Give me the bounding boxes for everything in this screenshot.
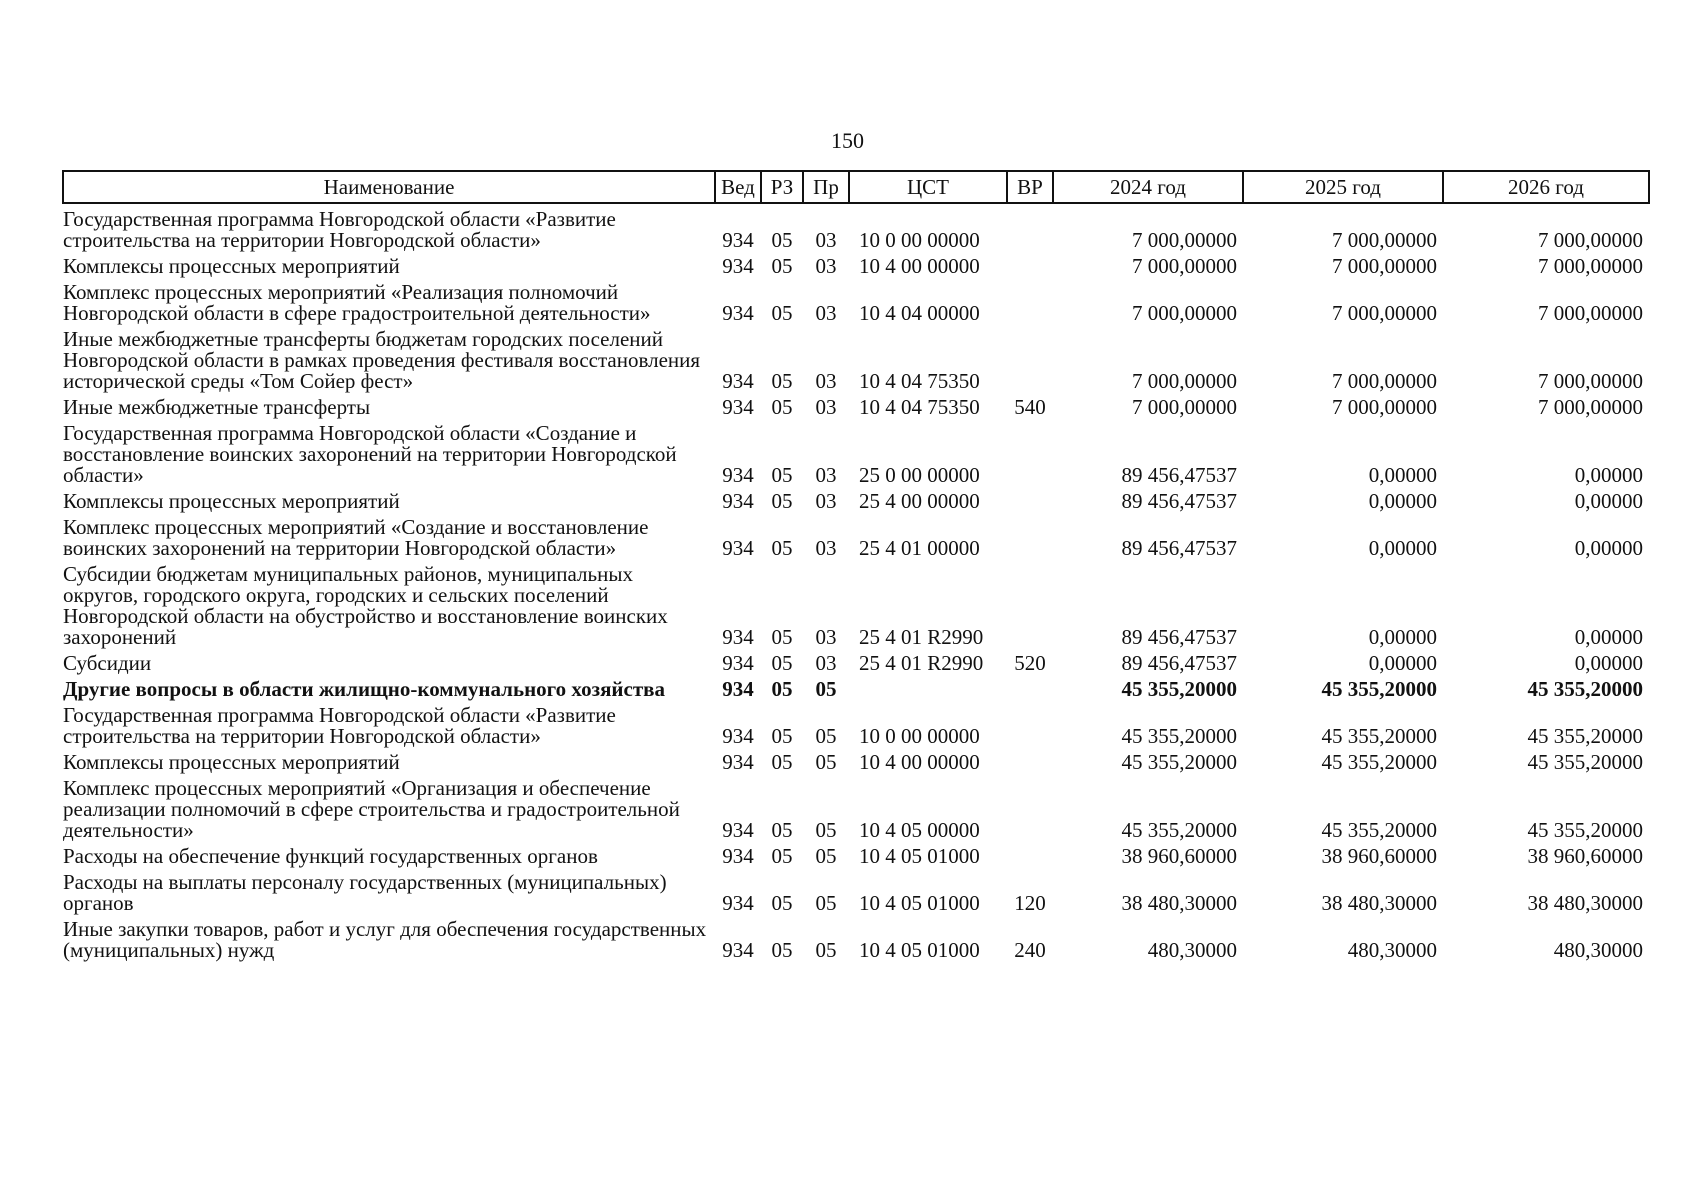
row-value-2024: 7 000,00000 — [1132, 228, 1237, 252]
row-rz: 05 — [771, 677, 793, 701]
column-header-cst: ЦСТ — [849, 171, 1007, 203]
row-rz: 05 — [771, 818, 793, 842]
row-cst: 10 0 00 00000 — [859, 228, 980, 252]
row-vr: 540 — [1014, 395, 1046, 419]
row-value-2025: 480,30000 — [1347, 938, 1437, 962]
row-value-2025: 7 000,00000 — [1332, 254, 1437, 278]
table-row — [63, 203, 1649, 251]
row-name: Комплексы процессных мероприятий — [63, 254, 400, 278]
row-pr: 05 — [815, 750, 837, 774]
row-value-2026: 0,00000 — [1574, 489, 1643, 513]
row-rz: 05 — [771, 228, 793, 252]
row-value-2026: 45 355,20000 — [1527, 677, 1643, 701]
row-value-2024: 7 000,00000 — [1132, 254, 1237, 278]
table-row — [63, 418, 1649, 486]
row-ved: 934 — [722, 724, 754, 748]
row-ved: 934 — [722, 750, 754, 774]
row-name: Расходы на выплаты персоналу государственных (муниципальных) органов — [63, 870, 667, 915]
table-row — [63, 559, 1649, 648]
row-cst: 10 4 04 75350 — [859, 395, 980, 419]
row-name: Комплекс процессных мероприятий «Реализация полномочий Новгородской области в сфере градостроительной деятельности» — [63, 280, 651, 325]
row-pr: 05 — [815, 844, 837, 868]
row-value-2026: 38 960,60000 — [1527, 844, 1643, 868]
table-row — [63, 674, 1649, 700]
table-row — [63, 277, 1649, 324]
row-rz: 05 — [771, 844, 793, 868]
row-ved: 934 — [722, 489, 754, 513]
row-rz: 05 — [771, 463, 793, 487]
row-value-2026: 7 000,00000 — [1538, 395, 1643, 419]
row-value-2026: 7 000,00000 — [1538, 254, 1643, 278]
row-value-2025: 0,00000 — [1368, 651, 1437, 675]
row-name: Комплекс процессных мероприятий «Организация и обеспечение реализации полномочий в сфере строительства и градостроительной деятельности» — [63, 776, 680, 842]
row-value-2026: 0,00000 — [1574, 536, 1643, 560]
row-vr: 520 — [1014, 651, 1046, 675]
row-value-2026: 7 000,00000 — [1538, 301, 1643, 325]
row-name: Иные межбюджетные трансферты — [63, 395, 371, 419]
row-cst: 25 4 00 00000 — [859, 489, 980, 513]
row-value-2024: 38 960,60000 — [1121, 844, 1237, 868]
row-value-2024: 45 355,20000 — [1121, 750, 1237, 774]
row-value-2025: 45 355,20000 — [1321, 750, 1437, 774]
row-pr: 03 — [815, 489, 837, 513]
table-row — [63, 700, 1649, 747]
row-value-2024: 38 480,30000 — [1121, 891, 1237, 915]
row-rz: 05 — [771, 489, 793, 513]
column-header-name: Наименование — [63, 171, 715, 203]
row-cst: 10 4 05 01000 — [859, 891, 980, 915]
row-rz: 05 — [771, 750, 793, 774]
row-value-2024: 45 355,20000 — [1121, 677, 1237, 701]
table-row — [63, 914, 1649, 961]
table-row — [63, 841, 1649, 867]
row-name: Расходы на обеспечение функций государственных органов — [63, 844, 598, 868]
row-value-2024: 89 456,47537 — [1121, 625, 1237, 649]
row-rz: 05 — [771, 536, 793, 560]
column-header-ved: Вед — [715, 171, 761, 203]
row-value-2025: 45 355,20000 — [1321, 724, 1437, 748]
row-cst: 10 4 00 00000 — [859, 750, 980, 774]
row-ved: 934 — [722, 677, 754, 701]
row-value-2026: 45 355,20000 — [1527, 818, 1643, 842]
row-cst: 25 4 01 R2990 — [859, 651, 984, 675]
row-vr — [1007, 277, 1053, 324]
row-ved: 934 — [722, 938, 754, 962]
table-row — [63, 486, 1649, 512]
row-pr: 03 — [815, 301, 837, 325]
row-value-2024: 89 456,47537 — [1121, 463, 1237, 487]
row-vr — [1007, 486, 1053, 512]
row-pr: 03 — [815, 536, 837, 560]
row-name: Субсидии бюджетам муниципальных районов, муниципальных округов, городского округа, городских и сельских поселений Новгородской области на обустройство и восстановление воинских захоронений — [63, 562, 668, 649]
row-cst — [849, 674, 1007, 700]
row-value-2026: 38 480,30000 — [1527, 891, 1643, 915]
row-pr: 03 — [815, 369, 837, 393]
row-vr — [1007, 747, 1053, 773]
row-value-2026: 0,00000 — [1574, 651, 1643, 675]
row-vr — [1007, 773, 1053, 841]
budget-table — [62, 170, 1650, 961]
table-row — [63, 648, 1649, 674]
row-value-2025: 7 000,00000 — [1332, 369, 1437, 393]
row-rz: 05 — [771, 369, 793, 393]
row-ved: 934 — [722, 369, 754, 393]
row-rz: 05 — [771, 301, 793, 325]
table-row — [63, 773, 1649, 841]
row-pr: 03 — [815, 395, 837, 419]
row-ved: 934 — [722, 463, 754, 487]
row-cst: 10 4 05 00000 — [859, 818, 980, 842]
row-rz: 05 — [771, 651, 793, 675]
row-ved: 934 — [722, 844, 754, 868]
row-value-2025: 45 355,20000 — [1321, 677, 1437, 701]
row-value-2025: 38 480,30000 — [1321, 891, 1437, 915]
row-name: Комплексы процессных мероприятий — [63, 750, 400, 774]
row-ved: 934 — [722, 228, 754, 252]
row-value-2024: 7 000,00000 — [1132, 395, 1237, 419]
row-value-2025: 0,00000 — [1368, 536, 1437, 560]
row-name: Другие вопросы в области жилищно-коммунального хозяйства — [63, 677, 666, 701]
row-vr: 120 — [1014, 891, 1046, 915]
row-value-2025: 0,00000 — [1368, 489, 1437, 513]
row-value-2024: 45 355,20000 — [1121, 724, 1237, 748]
row-vr — [1007, 559, 1053, 648]
row-value-2024: 89 456,47537 — [1121, 651, 1237, 675]
row-pr: 05 — [815, 938, 837, 962]
row-value-2025: 7 000,00000 — [1332, 301, 1437, 325]
row-vr: 240 — [1014, 938, 1046, 962]
row-cst: 25 4 01 R2990 — [859, 625, 984, 649]
row-pr: 03 — [815, 625, 837, 649]
row-cst: 10 0 00 00000 — [859, 724, 980, 748]
row-name: Государственная программа Новгородской области «Развитие строительства на территории Новгородской области» — [63, 207, 616, 252]
column-header-pr: Пр — [803, 171, 849, 203]
row-ved: 934 — [722, 536, 754, 560]
row-value-2024: 89 456,47537 — [1121, 489, 1237, 513]
column-header-2024: 2024 год — [1053, 171, 1243, 203]
row-vr — [1007, 418, 1053, 486]
row-pr: 03 — [815, 651, 837, 675]
row-cst: 25 4 01 00000 — [859, 536, 980, 560]
row-name: Государственная программа Новгородской области «Развитие строительства на территории Новгородской области» — [63, 703, 616, 748]
row-value-2025: 7 000,00000 — [1332, 228, 1437, 252]
row-ved: 934 — [722, 254, 754, 278]
column-header-rz: РЗ — [761, 171, 803, 203]
row-cst: 10 4 04 75350 — [859, 369, 980, 393]
row-pr: 05 — [815, 677, 837, 701]
row-value-2025: 38 960,60000 — [1321, 844, 1437, 868]
row-name: Государственная программа Новгородской области «Создание и восстановление воинских захоронений на территории Новгородской области» — [63, 421, 677, 487]
row-rz: 05 — [771, 625, 793, 649]
row-vr — [1007, 700, 1053, 747]
row-pr: 05 — [815, 891, 837, 915]
row-pr: 03 — [815, 254, 837, 278]
table-row — [63, 251, 1649, 277]
row-rz: 05 — [771, 938, 793, 962]
row-value-2026: 0,00000 — [1574, 625, 1643, 649]
row-value-2024: 7 000,00000 — [1132, 369, 1237, 393]
row-value-2025: 7 000,00000 — [1332, 395, 1437, 419]
table-row — [63, 867, 1649, 914]
row-vr — [1007, 841, 1053, 867]
row-cst: 25 0 00 00000 — [859, 463, 980, 487]
row-rz: 05 — [771, 724, 793, 748]
row-cst: 10 4 05 01000 — [859, 844, 980, 868]
row-value-2026: 7 000,00000 — [1538, 228, 1643, 252]
row-vr — [1007, 324, 1053, 392]
column-header-vr: ВР — [1007, 171, 1053, 203]
table-row — [63, 512, 1649, 559]
row-value-2025: 45 355,20000 — [1321, 818, 1437, 842]
table-row — [63, 747, 1649, 773]
row-value-2026: 45 355,20000 — [1527, 724, 1643, 748]
table-row — [63, 324, 1649, 392]
row-pr: 03 — [815, 463, 837, 487]
row-vr — [1007, 251, 1053, 277]
row-name: Комплекс процессных мероприятий «Создание и восстановление воинских захоронений на территории Новгородской области» — [63, 515, 649, 560]
row-value-2026: 0,00000 — [1574, 463, 1643, 487]
row-value-2025: 0,00000 — [1368, 463, 1437, 487]
row-value-2026: 45 355,20000 — [1527, 750, 1643, 774]
row-value-2026: 480,30000 — [1553, 938, 1643, 962]
row-name: Иные закупки товаров, работ и услуг для обеспечения государственных (муниципальных) нужд — [63, 917, 707, 962]
table-header-row — [63, 171, 1649, 203]
row-cst: 10 4 05 01000 — [859, 938, 980, 962]
row-ved: 934 — [722, 818, 754, 842]
row-value-2024: 480,30000 — [1147, 938, 1237, 962]
row-name: Субсидии — [63, 651, 152, 675]
table-row — [63, 392, 1649, 418]
row-value-2024: 45 355,20000 — [1121, 818, 1237, 842]
row-vr — [1007, 674, 1053, 700]
page-number: 150 — [831, 128, 864, 153]
row-pr: 03 — [815, 228, 837, 252]
row-name: Иные межбюджетные трансферты бюджетам городских поселений Новгородской области в рамках проведения фестиваля восстановления исторической среды «Том Сойер фест» — [63, 327, 701, 393]
row-pr: 05 — [815, 818, 837, 842]
row-rz: 05 — [771, 891, 793, 915]
table-body — [63, 203, 1649, 961]
row-value-2026: 7 000,00000 — [1538, 369, 1643, 393]
row-rz: 05 — [771, 254, 793, 278]
row-value-2024: 7 000,00000 — [1132, 301, 1237, 325]
row-ved: 934 — [722, 651, 754, 675]
row-vr — [1007, 203, 1053, 251]
row-pr: 05 — [815, 724, 837, 748]
row-ved: 934 — [722, 301, 754, 325]
row-value-2024: 89 456,47537 — [1121, 536, 1237, 560]
row-cst: 10 4 00 00000 — [859, 254, 980, 278]
row-vr — [1007, 512, 1053, 559]
column-header-2025: 2025 год — [1243, 171, 1443, 203]
row-rz: 05 — [771, 395, 793, 419]
row-ved: 934 — [722, 395, 754, 419]
row-name: Комплексы процессных мероприятий — [63, 489, 400, 513]
row-cst: 10 4 04 00000 — [859, 301, 980, 325]
row-ved: 934 — [722, 625, 754, 649]
row-ved: 934 — [722, 891, 754, 915]
column-header-2026: 2026 год — [1443, 171, 1649, 203]
row-value-2025: 0,00000 — [1368, 625, 1437, 649]
